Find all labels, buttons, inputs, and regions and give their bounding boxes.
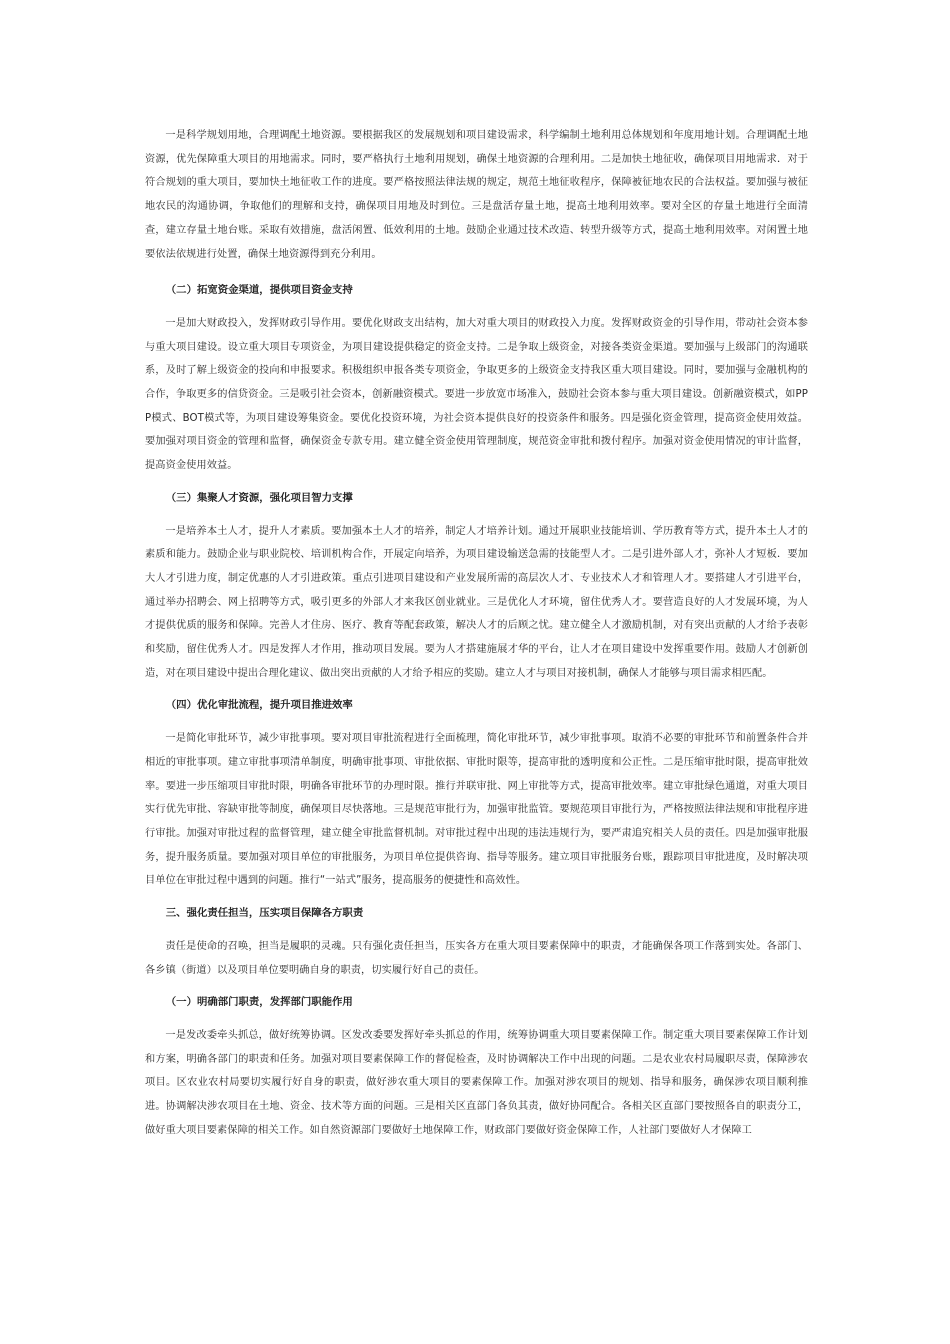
heading-responsibility: 三、强化责任担当，压实项目保障各方职责 bbox=[165, 907, 364, 920]
paragraph-approval: 一是简化审批环节，减少审批事项。要对项目审批流程进行全面梳理，简化审批环节，减少审批事项。取消不必要的审批环节和前置条件合并相近的审批事项。建立审批事项清单制度，明确审批事项、审批依据、审批时限等，提高审批的透明度和公正性。二是压缩审批时限，提高审批效率。要进一步压缩项目审批时限，明确各审批环节的办理时限。推行并联审批、网上审批等方式，提高审批效率。建立审批绿色通道，对重大项目实行优先审批、容缺审批等制度，确保项目尽快落地。三是规范审批行为，加强审批监管。要规范项目审批行为，严格按照法律法规和审批程序进行审批。加强对审批过程的监督管理，建立健全审批监督机制。对审批过程中出现的违法违规行为，要严肃追究相关人员的责任。四是加强审批服务，提升服务质量。要加强对项目单位的审批服务，为项目单位提供咨询、指导等服务。建立项目审批服务台账，跟踪项目审批进度，及时解决项目单位在审批过程中遇到的问题。推行“一站式”服务，提高服务的便捷性和高效性。 bbox=[145, 733, 808, 887]
spacer bbox=[145, 926, 808, 935]
spacer bbox=[145, 982, 808, 991]
paragraph-talent: 一是培养本土人才，提升人才素质。要加强本土人才的培养，制定人才培养计划。通过开展职业技能培训、学历教育等方式，提升本土人才的素质和能力。鼓励企业与职业院校、培训机构合作，开展定向培养，为项目建设输送急需的技能型人才。二是引进外部人才，弥补人才短板．要加大人才引进力度，制定优惠的人才引进政策。重点引进项目建设和产业发展所需的高层次人才、专业技术人才和管理人才。要搭建人才引进平台，通过举办招聘会、网上招聘等方式，吸引更多的外部人才来我区创业就业。三是优化人才环境，留住优秀人才。要营造良好的人才发展环境，为人才提供优质的服务和保障。完善人才住房、医疗、教育等配套政策，解决人才的后顾之忧。建立健全人才激励机制，对有突出贡献的人才给予表彰和奖励，留住优秀人才。四是发挥人才作用，推动项目发展。要为人才搭建施展才华的平台，让人才在项目建设中发挥重要作用。鼓励人才创新创造，对在项目建设中提出合理化建议、做出突出贡献的人才给予相应的奖励。建立人才与项目对接机制，确保人才能够与项目需求相匹配。 bbox=[145, 525, 808, 679]
paragraph-funding: 一是加大财政投入，发挥财政引导作用。要优化财政支出结构，加大对重大项目的财政投入力度。发挥财政资金的引导作用，带动社会资本参与重大项目建设。设立重大项目专项资金，为项目建设提供稳定的资金支持。二是争取上级资金，对接各类资金渠道。要加强与上级部门的沟通联系，及时了解上级资金的投向和申报要求。积极组织申报各类专项资金，争取更多的上级资金支持我区重大项目建设。同时，要加强与金融机构的合作，争取更多的信贷资金。三是吸引社会资本，创新融资模式。要进一步放宽市场准入，鼓励社会资本参与重大项目建设。创新融资模式，如PPP模式、BOT模式等，为项目建设筹集资金。要优化投资环境，为社会资本提供良好的投资条件和服务。四是强化资金管理，提高资金使用效益。要加强对项目资金的管理和监督，确保资金专款专用。建立健全资金使用管理制度，规范资金审批和拨付程序。加强对资金使用情况的审计监督，提高资金使用效益。 bbox=[145, 317, 808, 472]
spacer bbox=[145, 893, 808, 902]
paragraph-responsibility: 责任是使命的召唤，担当是履职的灵魂。只有强化责任担当，压实各方在重大项目要素保障中的职责，才能确保各项工作落到实处。各部门、各乡镇（街道）以及项目单位要明确自身的职责，切实履行好自己的责任。 bbox=[145, 940, 808, 976]
heading-funding-channels: （二）拓宽资金渠道，提供项目资金支持 bbox=[165, 284, 353, 297]
paragraph-land-resources: 一是科学规划用地，合理调配土地资源。要根据我区的发展规划和项目建设需求，科学编制土地利用总体规划和年度用地计划。合理调配土地资源，优先保障重大项目的用地需求。同时，要严格执行土地利用规划，确保土地资源的合理利用。二是加快土地征收，确保项目用地需求．对于符合规划的重大项目，要加快土地征收工作的进度。要严格按照法律法规的规定，规范土地征收程序，保障被征地农民的合法权益。要加强与被征地农民的沟通协调，争取他们的理解和支持，确保项目用地及时到位。三是盘活存量土地，提高土地利用效率。要对全区的存量土地进行全面清查，建立存量土地台账。采取有效措施，盘活闲置、低效利用的土地。鼓励企业通过技术改造、转型升级等方式，提高土地利用效率。对闲置土地要依法依规进行处置，确保土地资源得到充分利用。 bbox=[145, 130, 808, 260]
spacer bbox=[145, 685, 808, 694]
spacer bbox=[145, 266, 808, 279]
document-page bbox=[145, 124, 808, 1142]
heading-approval-process: （四）优化审批流程，提升项目推进效率 bbox=[165, 699, 353, 712]
heading-talent-resources: （三）集聚人才资源，强化项目智力支撑 bbox=[165, 491, 353, 504]
spacer bbox=[145, 511, 808, 520]
spacer bbox=[145, 1015, 808, 1024]
paragraph-department-duties: 一是发改委牵头抓总，做好统筹协调。区发改委要发挥好牵头抓总的作用，统筹协调重大项目要素保障工作。制定重大项目要素保障工作计划和方案，明确各部门的职责和任务。加强对项目要素保障工作的督促检查，及时协调解决工作中出现的问题。二是农业农村局履职尽责，保障涉农项目。区农业农村局要切实履行好自身的职责，做好涉农重大项目的要素保障工作。加强对涉农项目的规划、指导和服务，确保涉农项目顺利推进。协调解决涉农项目在土地、资金、技术等方面的问题。三是相关区直部门各负其责，做好协同配合。各相关区直部门要按照各自的职责分工，做好重大项目要素保障的相关工作。如自然资源部门要做好土地保障工作，财政部门要做好资金保障工作，人社部门要做好人才保障工 bbox=[145, 1029, 808, 1136]
spacer bbox=[145, 718, 808, 727]
spacer bbox=[145, 478, 808, 487]
heading-department-duties: （一）明确部门职责，发挥部门职能作用 bbox=[165, 996, 353, 1009]
spacer bbox=[145, 303, 808, 312]
